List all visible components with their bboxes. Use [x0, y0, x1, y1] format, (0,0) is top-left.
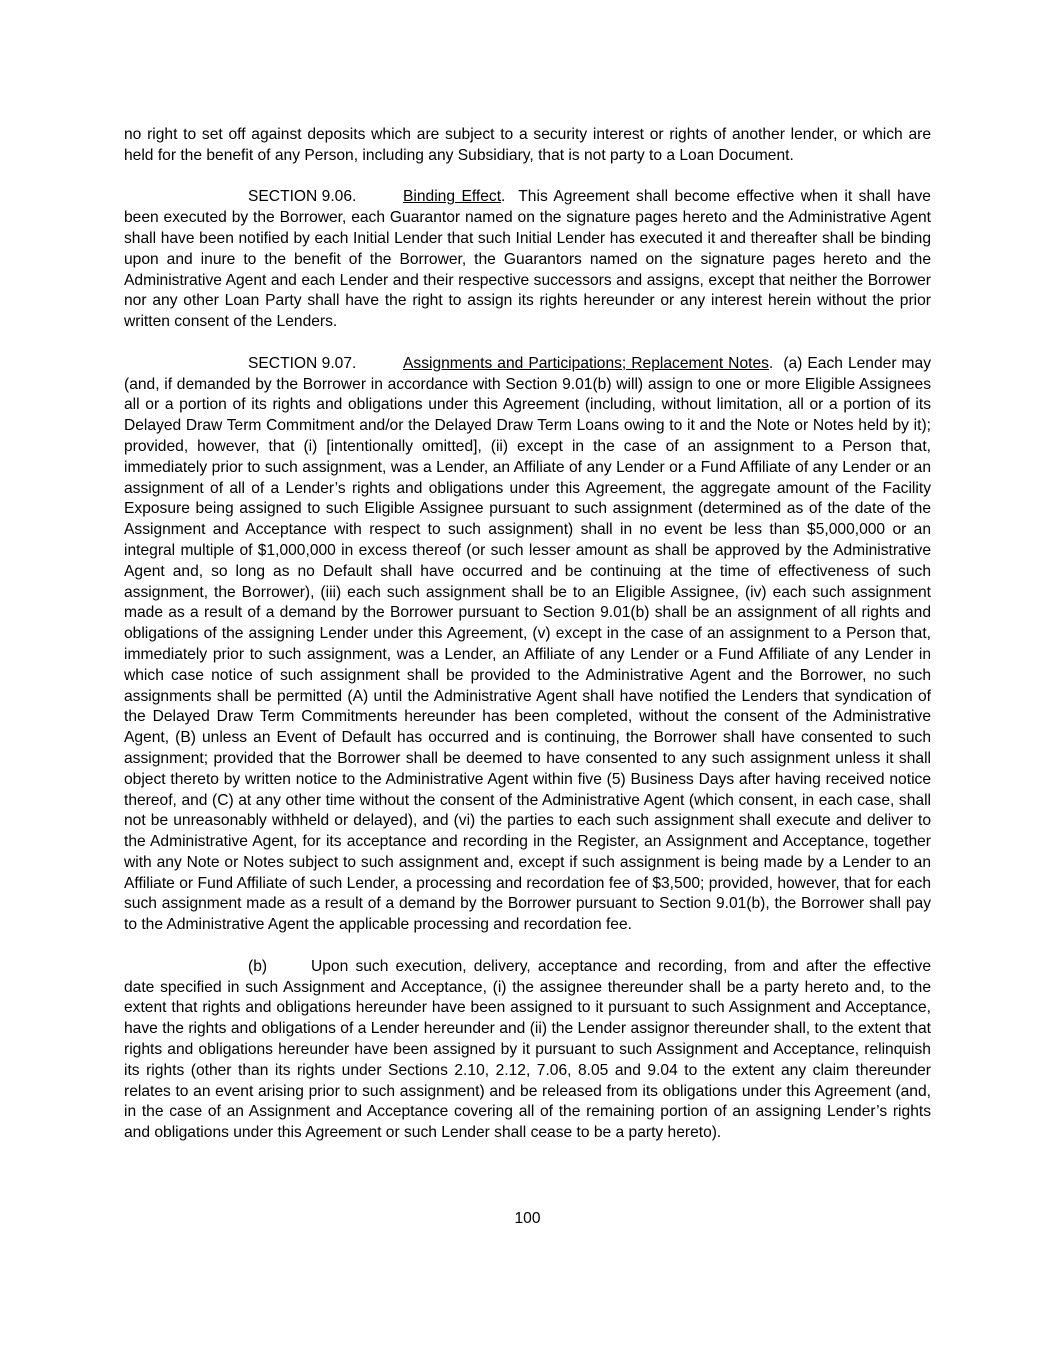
paragraph-text: no right to set off against deposits which are subject to a security interest or rights of another lender, or which are held for the benefit of any Person, including any Subsidiary, that is not party to a Loan Document. — [124, 126, 931, 164]
page-number: 100 — [514, 1210, 541, 1227]
section-number: SECTION 9.06. — [248, 188, 357, 206]
section-number: SECTION 9.07. — [248, 354, 357, 372]
section-body: This Agreement shall become effective when it shall have been executed by the Borrower, each Guarantor named on the signature pages hereto and the Administrative Agent shall have been notified by each Initial Lender that such Initial Lender has executed it and thereafter shall be binding upon and inure to the benefit of the Borrower, the Guarantors named on the signature pages hereto and the Administrative Agent and each Lender and their respective successors and assigns, except that neither the Borrower nor any other Loan Party shall have the right to assign its rights hereunder or any interest herein without the prior written consent of the Lenders. — [124, 188, 931, 331]
document-page — [124, 125, 931, 1165]
section-heading: Binding Effect — [403, 188, 502, 206]
heading-punctuation: . — [768, 354, 774, 372]
section-body: (a) Each Lender may (and, if demanded by the Borrower in accordance with Section 9.01(b) will) assign to one or more Eligible Assignees all or a portion of its rights and obligations under this Agreement (including, without limitation, all or a portion of its Delayed Draw Term Commitment and/or the Delayed Draw Term Loans owing to it and the Note or Notes held by it); provided, however, that (i) [intentionally omitted], (ii) except in the case of an assignment to a Person that, immediately prior to such assignment, was a Lender, an Affiliate of any Lender or a Fund Affiliate of any Lender or an assignment of all of a Lender’s rights and obligations under this Agreement, the aggregate amount of the Facility Exposure being assigned to such Eligible Assignee pursuant to such assignment (determined as of the date of the Assignment and Acceptance with respect to such assignment) shall in no event be less than $5,000,000 or an integral multiple of $1,000,000 in excess thereof (or such lesser amount as shall be approved by the Administrative Agent and, so long as no Default shall have occurred and be continuing at the time of effectiveness of such assignment, the Borrower), (iii) each such assignment shall be to an Eligible Assignee, (iv) each such assignment made as a result of a demand by the Borrower pursuant to Section 9.01(b) shall be an assignment of all rights and obligations of the assigning Lender under this Agreement, (v) except in the case of an assignment to a Person that, immediately prior to such assignment, was a Lender, an Affiliate of any Lender or a Fund Affiliate of any Lender in which case notice of such assignment shall be provided to the Administrative Agent and the Borrower, no such assignments shall be permitted (A) until the Administrative Agent shall have notified the Lenders that syndication of the Delayed Draw Term Commitments hereunder has been completed, without the consent of the Administrative Agent, (B) unless an Event of Default has occurred and is continuing, the Borrower shall have consented to such assignment; provided that the Borrower shall be deemed to have consented to any such assignment unless it shall object thereto by written notice to the Administrative Agent within five (5) Business Days after having received notice thereof, and (C) at any other time without the consent of the Administrative Agent (which consent, in each case, shall not be unreasonably withheld or delayed), and (vi) the parties to each such assignment shall execute and deliver to the Administrative Agent, for its acceptance and recording in the Register, an Assignment and Acceptance, together with any Note or Notes subject to such assignment and, except if such assignment is being made by a Lender to an Affiliate or Fund Affiliate of such Lender, a processing and recordation fee of $3,500; provided, however, that for each such assignment made as a result of a demand by the Borrower pursuant to Section 9.01(b), the Borrower shall pay to the Administrative Agent the applicable processing and recordation fee. — [124, 354, 931, 934]
paragraph-continuation — [124, 125, 931, 167]
section-9-07 — [124, 354, 931, 936]
section-heading: Assignments and Participations; Replacement Notes — [403, 354, 769, 372]
heading-punctuation: . — [501, 188, 506, 206]
subsection-b — [124, 957, 931, 1144]
section-9-06 — [124, 187, 931, 333]
subsection-body: Upon such execution, delivery, acceptance and recording, from and after the effective date specified in such Assignment and Acceptance, (i) the assignee thereunder shall be a party hereto and, to the extent that rights and obligations hereunder have been assigned to it pursuant to such Assignment and Acceptance, have the rights and obligations of a Lender hereunder and (ii) the Lender assignor thereunder shall, to the extent that rights and obligations hereunder have been assigned by it pursuant to such Assignment and Acceptance, relinquish its rights (other than its rights under Sections 2.10, 2.12, 7.06, 8.05 and 9.04 to the extent any claim thereunder relates to an event arising prior to such assignment) and be released from its obligations under this Agreement (and, in the case of an Assignment and Acceptance covering all of the remaining portion of an assigning Lender’s rights and obligations under this Agreement or such Lender shall cease to be a party hereto). — [124, 957, 931, 1142]
subsection-label: (b) — [248, 957, 268, 975]
